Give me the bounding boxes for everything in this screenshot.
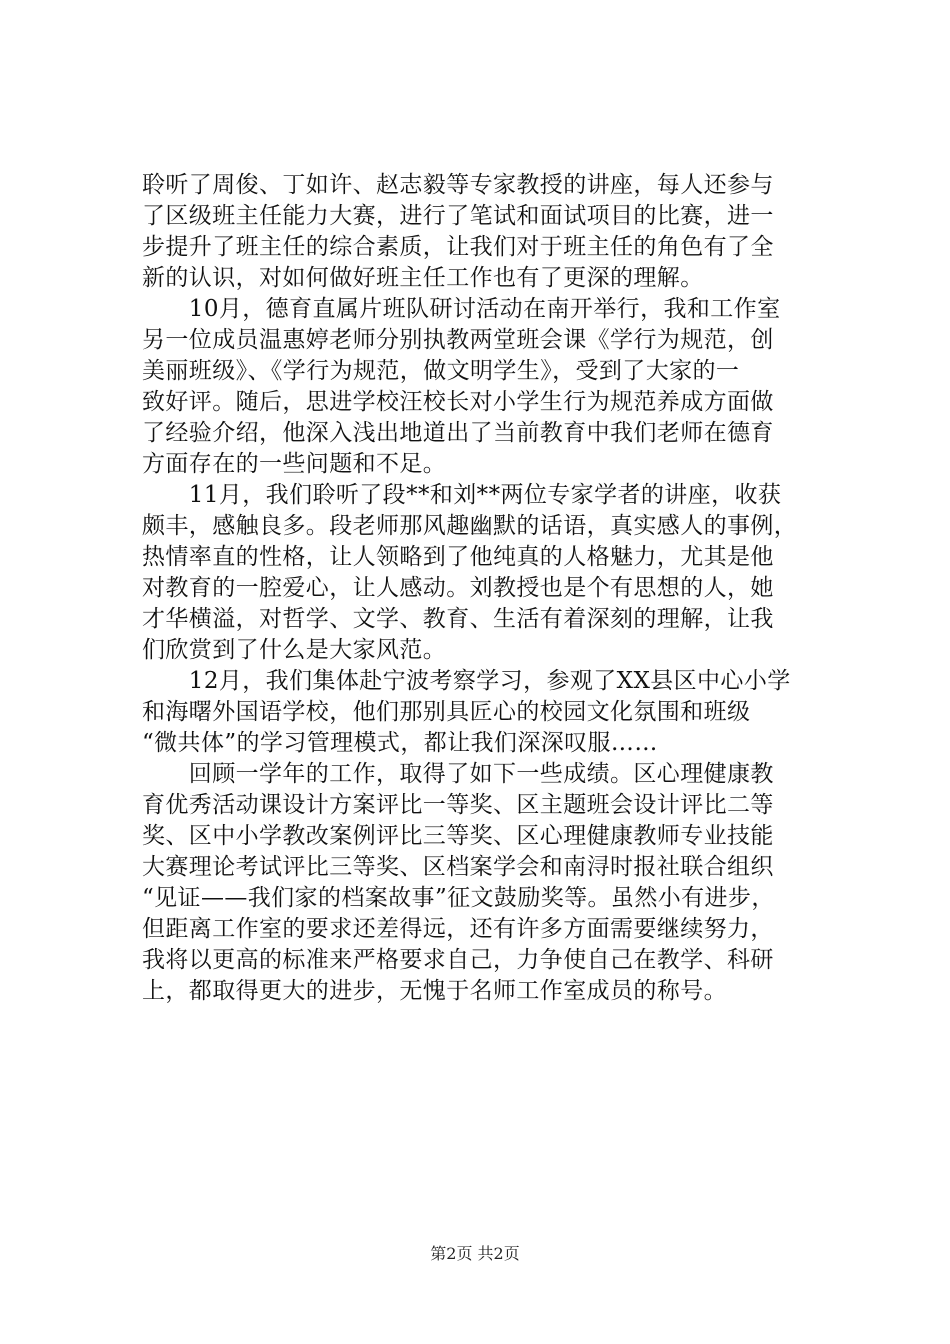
- page-footer: 第2页 共2页: [430, 1244, 520, 1263]
- text-line: 和海曙外国语学校，他们那别具匠心的校园文化氛围和班级: [142, 699, 751, 725]
- text-line: 另一位成员温惠婷老师分别执教两堂班会课《学行为规范，创: [142, 327, 774, 353]
- text-line: 了经验介绍，他深入浅出地道出了当前教育中我们老师在德育: [142, 420, 774, 446]
- text-line: 致好评。随后，思进学校汪校长对小学生行为规范养成方面做: [142, 389, 774, 415]
- text-line: 上，都取得更大的进步，无愧于名师工作室成员的称号。: [142, 978, 727, 1004]
- text-line: 奖、区中小学教改案例评比三等奖、区心理健康教师专业技能: [142, 823, 774, 849]
- text-line: 但距离工作室的要求还差得远，还有许多方面需要继续努力，: [142, 916, 774, 942]
- text-line: 回顾一学年的工作，取得了如下一些成绩。区心理健康教: [142, 761, 774, 787]
- text-line: 热情率直的性格，让人领略到了他纯真的人格魅力，尤其是他: [142, 544, 774, 570]
- body-text: [142, 170, 842, 1007]
- text-line: 我将以更高的标准来严格要求自己，力争使自己在教学、科研: [142, 947, 774, 973]
- text-line: 12月，我们集体赴宁波考察学习，参观了XX县区中心小学: [142, 668, 791, 694]
- text-line: 10月，德育直属片班队研讨活动在南开举行，我和工作室: [142, 296, 781, 322]
- text-line: 11月，我们聆听了段**和刘**两位专家学者的讲座，收获: [142, 482, 782, 508]
- text-line: 聆听了周俊、丁如许、赵志毅等专家教授的讲座，每人还参与: [142, 172, 774, 198]
- text-line: 大赛理论考试评比三等奖、区档案学会和南浔时报社联合组织: [142, 854, 774, 880]
- text-line: “见证——我们家的档案故事”征文鼓励奖等。虽然小有进步，: [142, 885, 775, 911]
- text-line: 步提升了班主任的综合素质，让我们对于班主任的角色有了全: [142, 234, 774, 260]
- text-line: 方面存在的一些问题和不足。: [142, 451, 447, 477]
- text-line: 才华横溢，对哲学、文学、教育、生活有着深刻的理解，让我: [142, 606, 774, 632]
- text-line: 育优秀活动课设计方案评比一等奖、区主题班会设计评比二等: [142, 792, 774, 818]
- text-line: 对教育的一腔爱心，让人感动。刘教授也是个有思想的人，她: [142, 575, 774, 601]
- text-line: “微共体”的学习管理模式，都让我们深深叹服……: [142, 730, 658, 756]
- text-line: 了区级班主任能力大赛，进行了笔试和面试项目的比赛，进一: [142, 203, 774, 229]
- text-line: 新的认识，对如何做好班主任工作也有了更深的理解。: [142, 265, 704, 291]
- text-line: 们欣赏到了什么是大家风范。: [142, 637, 447, 663]
- text-line: 颇丰，感触良多。段老师那风趣幽默的话语，真实感人的事例，: [142, 513, 798, 539]
- text-line: 美丽班级》、《学行为规范，做文明学生》，受到了大家的一: [142, 358, 740, 384]
